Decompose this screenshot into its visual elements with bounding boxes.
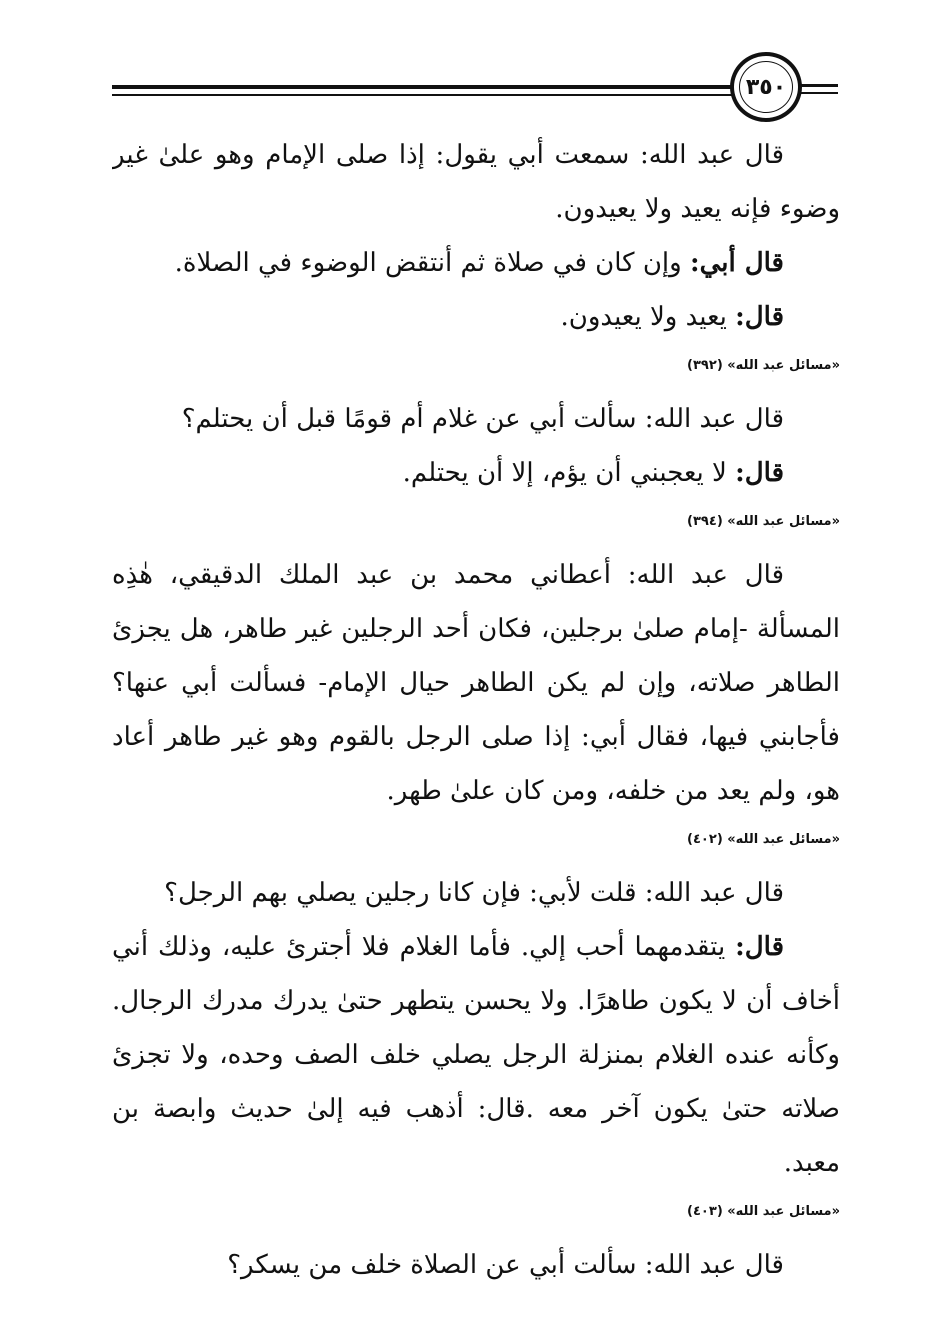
paragraph (112, 392, 840, 446)
paragraph-text: قال عبد الله: أعطاني محمد بن عبد الملك الدقيقي، هٰذِه المسألة -إمام صلىٰ برجلين، فكان أحد الرجلين غير طاهر، هل يجزئ الطاهر صلاته، وإن لم يكن الطاهر حيال الإمام- فسألت أبي عنها؟ فأجابني فيها، فقال أبي: إذا صلى الرجل بالقوم وهو غير طاهر أعاد هو، ولم يعد من خلفه، ومن كان علىٰ طهر. (112, 560, 840, 806)
paragraph-text: يتقدمهما أحب إلي. فأما الغلام فلا أجترئ عليه، وذلك أني أخاف أن لا يكون طاهرًا. ولا يحسن يتطهر حتىٰ يدرك مدرك الرجال. وكأنه عنده الغلام بمنزلة الرجل يصلي خلف الصف وحده، ولا تجزئ صلاته حتىٰ يكون آخر معه .قال: أذهب فيه إلىٰ حديث وابصة بن معبد. (112, 932, 840, 1178)
header-rule-right (800, 84, 838, 87)
paragraph (112, 290, 840, 344)
header-rule-thin (112, 94, 734, 96)
speaker-label: قال: (735, 932, 784, 962)
page-header (0, 0, 944, 130)
page-number: ٣٥٠ (745, 74, 787, 100)
speaker-label: قال أبي: (689, 248, 784, 278)
header-rule-right-thin (800, 92, 838, 94)
source-citation: «مسائل عبد الله» (٤٠٢) (687, 832, 840, 847)
speaker-label: قال: (735, 302, 784, 332)
source-citation: «مسائل عبد الله» (٤٠٣) (687, 1204, 840, 1219)
page-number-badge (730, 52, 802, 122)
paragraph-text: لا يعجبني أن يؤم، إلا أن يحتلم. (402, 458, 736, 488)
source-citation: «مسائل عبد الله» (٣٩٢) (687, 358, 840, 373)
paragraph-text: وإن كان في صلاة ثم أنتقض الوضوء في الصلاة. (174, 248, 690, 278)
paragraph-text: قال عبد الله: سألت أبي عن غلام أم قومًا قبل أن يحتلم؟ (181, 404, 784, 434)
paragraph-text: قال عبد الله: قلت لأبي: فإن كانا رجلين يصلي بهم الرجل؟ (164, 878, 784, 908)
header-rule (112, 85, 734, 89)
paragraph (112, 920, 840, 1190)
paragraph-text: يعيد ولا يعيدون. (560, 302, 736, 332)
paragraph-text: قال عبد الله: سمعت أبي يقول: إذا صلى الإمام وهو علىٰ غير وضوء فإنه يعيد ولا يعيدون. (112, 140, 840, 224)
speaker-label: قال: (735, 458, 784, 488)
paragraph-text: قال عبد الله: سألت أبي عن الصلاة خلف من يسكر؟ (227, 1250, 784, 1280)
source-citation: «مسائل عبد الله» (٣٩٤) (687, 514, 840, 529)
paragraph (112, 548, 840, 818)
paragraph (112, 1238, 840, 1292)
paragraph (112, 866, 840, 920)
paragraph (112, 236, 840, 290)
paragraph (112, 128, 840, 236)
page-body (112, 128, 840, 1323)
paragraph (112, 446, 840, 500)
